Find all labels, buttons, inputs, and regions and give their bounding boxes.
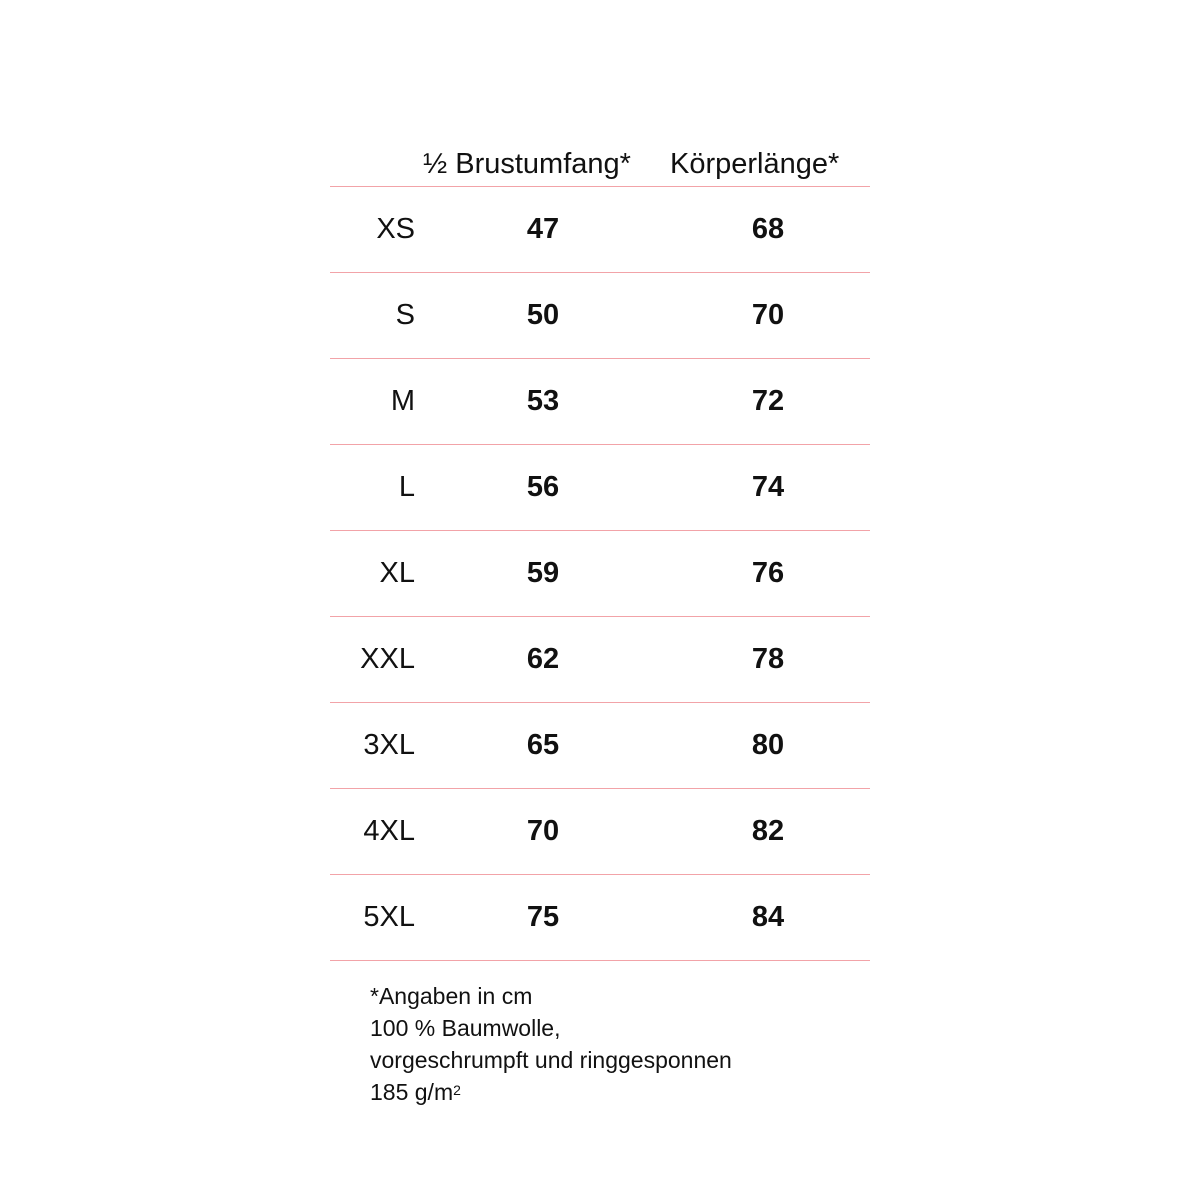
note-processing: vorgeschrumpft und ringgesponnen <box>370 1047 732 1073</box>
header-body-length: Körperlänge* <box>670 148 840 180</box>
note-fabric-weight <box>370 1076 850 1108</box>
length-value: 74 <box>751 471 785 503</box>
size-label: L <box>398 471 415 503</box>
chest-value: 75 <box>526 901 560 933</box>
table-row <box>330 875 870 961</box>
table-header-row <box>330 140 870 187</box>
fabric-weight-value: 185 g/m <box>370 1079 454 1105</box>
size-chart-table <box>330 140 870 961</box>
length-value: 76 <box>751 557 785 589</box>
product-notes <box>370 980 850 1108</box>
size-label: XXL <box>360 643 415 675</box>
fabric-weight-exponent: 2 <box>453 1082 461 1098</box>
chest-value: 65 <box>526 729 560 761</box>
chest-value: 70 <box>526 815 560 847</box>
size-label: XL <box>379 557 415 589</box>
size-label: M <box>390 385 415 417</box>
table-row <box>330 531 870 617</box>
size-label: 5XL <box>363 901 415 933</box>
table-row <box>330 617 870 703</box>
length-value: 68 <box>751 213 785 245</box>
chest-value: 47 <box>526 213 560 245</box>
table-row <box>330 273 870 359</box>
size-label: XS <box>376 213 415 245</box>
length-value: 70 <box>751 299 785 331</box>
length-value: 78 <box>751 643 785 675</box>
table-row <box>330 703 870 789</box>
chest-value: 53 <box>526 385 560 417</box>
note-material: 100 % Baumwolle, <box>370 1015 561 1041</box>
table-row <box>330 789 870 875</box>
table-row <box>330 187 870 273</box>
chest-value: 50 <box>526 299 560 331</box>
header-half-chest: ½ Brustumfang* <box>423 148 631 180</box>
table-row <box>330 359 870 445</box>
note-measurement-unit: *Angaben in cm <box>370 983 533 1009</box>
length-value: 82 <box>751 815 785 847</box>
length-value: 84 <box>751 901 785 933</box>
size-label: 4XL <box>363 815 415 847</box>
chest-value: 62 <box>526 643 560 675</box>
length-value: 80 <box>751 729 785 761</box>
length-value: 72 <box>751 385 785 417</box>
size-label: 3XL <box>363 729 415 761</box>
chest-value: 56 <box>526 471 560 503</box>
chest-value: 59 <box>526 557 560 589</box>
size-label: S <box>395 299 415 331</box>
table-row <box>330 445 870 531</box>
